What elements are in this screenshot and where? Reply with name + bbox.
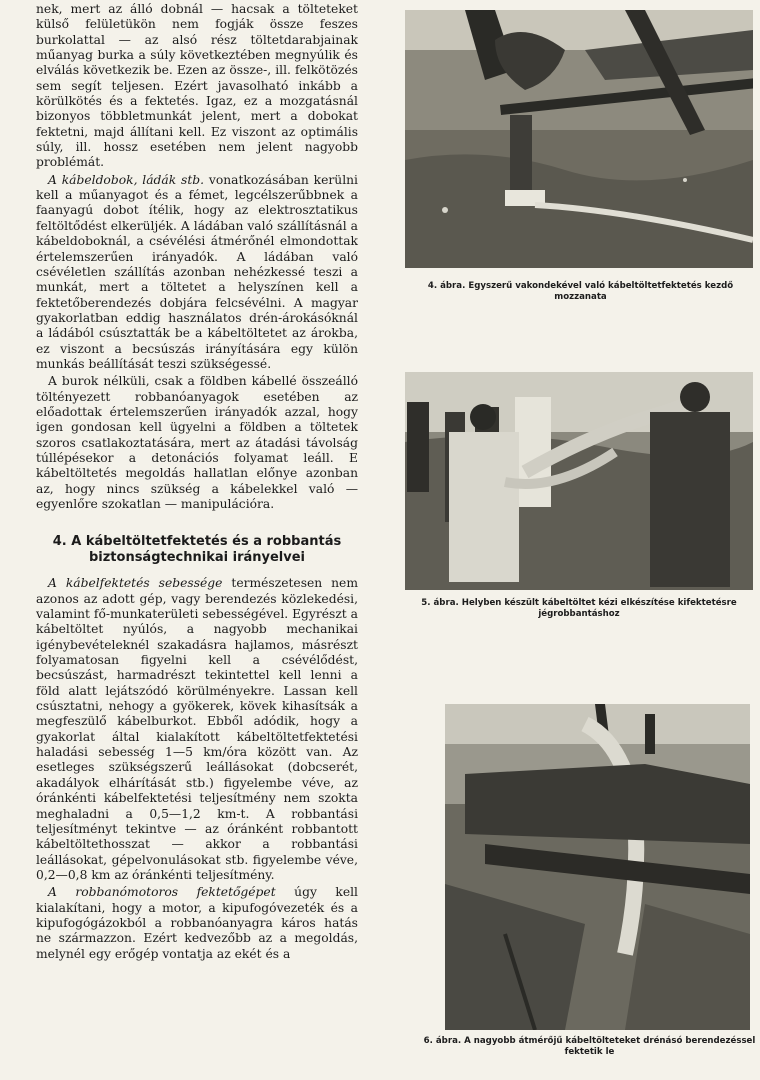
figure-5-photo bbox=[405, 372, 753, 590]
paragraph-text: úgy kell kialakítani, hogy a motor, a kipufogóvezeték és a kipufogógázokból a robbanóanyagra káros hatás ne származzon. Ezért kedvezőbb az a megoldás, melynél egy erőgép vontatja az ekét és a bbox=[36, 885, 358, 961]
paragraph: A burok nélküli, csak a földben kábellé összeálló töltényezett robbanóanyagok esetében az előadottak értelemszerűen irányadók azzal, hogy igen gondosan kell ügyelni a földben a töltetek szoros csatlakoztatására, mert az átadási távolság túllépésekor a detonációs folyamat leáll. E kábeltöltetés megoldás hallatlan előnye azonban az, hogy nincs szükség a kábelekkel való — egyenlőre szokatlan — manipulációra. bbox=[36, 374, 358, 511]
paragraph-text: vonatkozásában kerülni kell a műanyagot és a fémet, legcélszerűbbnek a faanyagú dobot ítélik, hogy az elektrosztatikus feltöltődést elkerüljék. A ládában való szállításnál a kábeldoboknál, a csévélési átmérőnél elmondottak értelemszerűen irányadók. A ládában való csévéletlen szállítás azonban nehézkessé teszi a munkát, mert a töltetet a helyszínen kell a fektetőberendezés dobjára felcsévélni. A magyar gyakorlatban eddig használatos drén-árokásóknál a ládából csúsztatták be a kábeltöltetet az árokba, ez viszont a becsúszás irányítására egy külön munkás beállítását teszi szükségessé. bbox=[36, 172, 358, 371]
left-text-column bbox=[36, 2, 358, 962]
emphasis: A kábelfektetés sebessége bbox=[48, 576, 223, 591]
heading-line: 4. A kábeltöltetfektetés és a robbantás bbox=[52, 534, 342, 550]
paragraph: nek, mert az álló dobnál — hacsak a tölteteket külső felületükön nem fogják össze feszes burkolattal — az alsó rész töltetdarabjainak műanyag burka a súly következtében megnyúlik és elválás következik be. Ezen az össze-, ill. felkötözés sem segít teljesen. Ezért javasolható inkább a körülkötés és a fektetés. Igaz, ez a mozgatásnál bizonyos többletmunkát jelent, mert a dobokat fektetni, majd állítani kell. Ez viszont az optimális súly, ill. hossz esetében nem jelent nagyobb problémát. bbox=[36, 2, 358, 170]
figure-6-photo bbox=[445, 704, 750, 1030]
heading-line: biztonságtechnikai irányelvei bbox=[88, 550, 306, 566]
emphasis: A robbanómotoros fektetőgépet bbox=[48, 885, 276, 900]
paragraph bbox=[36, 173, 358, 372]
figure-4-caption: 4. ábra. Egyszerű vakondekével való kábeltöltetfektetés kezdő mozzanata bbox=[427, 281, 734, 302]
emphasis: A kábeldobok, ládák stb. bbox=[48, 172, 205, 187]
paragraph-text: természetesen nem azonos az adott gép, vagy berendezés közlekedési, valamint fő-munkaterületi sebességével. Egyrészt a kábeltöltet nyúlós, a nagyobb mechanikai igénybevételeknél szakadásra hajlamos, másrészt folyamatosan figyelni kell a csévélődést, becsúszást, harmadrészt tekintettel kell lenni a föld alatt lejátszódó körülményekre. Lassan kell csúsztatni, nehogy a gyökerek, kövek kihasítsák a megfeszülő kábelburkot. Ebből adódik, hogy a gyakorlat által kialakított kábeltöltetfektetési haladási sebesség 1—5 km/óra között van. Az esetleges szükségszerű leállásokat (dobcserét, akadályok elhárítását stb.) figyelembe véve, az óránkénti kábelfektetési teljesítmény nem szokta meghaladni a 0,5—1,2 km-t. A robbantási teljesítményt tekintve — az óránként robbantott kábeltöltethosszat — akkor a robbantási leállásokat, gépelvonulásokat stb. figyelembe véve, 0,2—0,8 km az óránkénti teljesítmény. bbox=[36, 576, 358, 882]
plough-photo-image bbox=[405, 10, 753, 268]
paragraph bbox=[36, 885, 358, 962]
figure-4-photo bbox=[405, 10, 753, 268]
figure-6-caption: 6. ábra. A nagyobb átmérőjű kábeltölteteket drénásó berendezéssel fektetik le bbox=[423, 1036, 756, 1057]
people-photo-image bbox=[405, 372, 753, 590]
paragraph bbox=[36, 576, 358, 883]
figure-5-caption: 5. ábra. Helyben készült kábeltöltet kézi elkészítése kifektetésre jégrobbantáshoz bbox=[421, 598, 737, 619]
section-heading bbox=[36, 534, 358, 566]
drainage-photo-image bbox=[445, 704, 750, 1030]
